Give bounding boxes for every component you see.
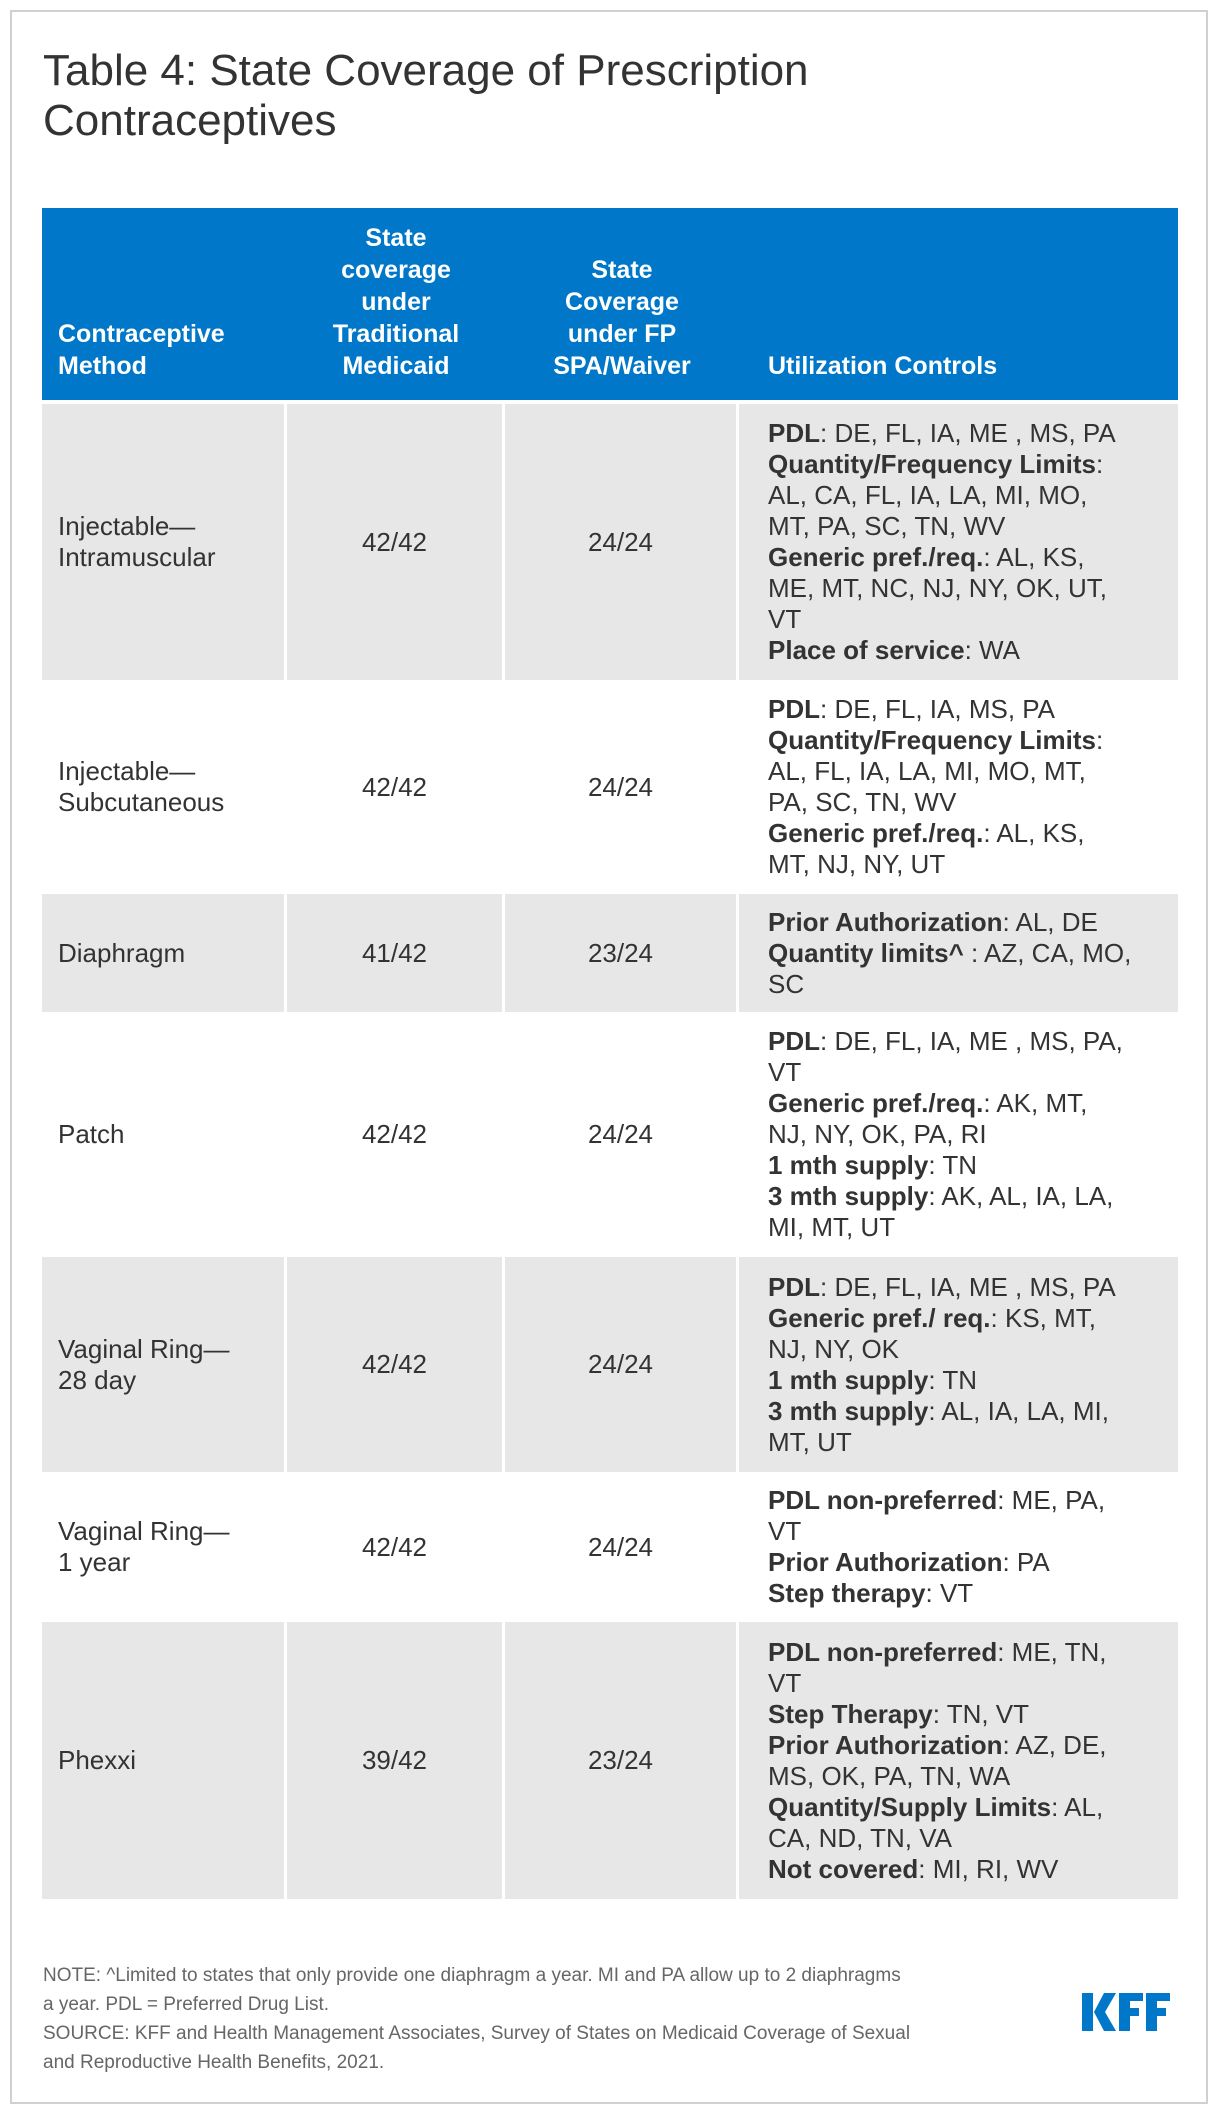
control-label: Generic pref./req. bbox=[768, 542, 984, 572]
control-line bbox=[768, 1396, 1178, 1427]
control-value: : AK, AL, IA, LA, bbox=[928, 1181, 1114, 1211]
control-line bbox=[768, 511, 1178, 542]
method-cell bbox=[42, 680, 287, 894]
traditional-medicaid-cell: 42/42 bbox=[287, 1012, 505, 1257]
control-value: : WA bbox=[964, 635, 1020, 665]
fp-spa-waiver-cell: 23/24 bbox=[505, 1622, 739, 1899]
header-line: Method bbox=[58, 352, 147, 380]
control-value: NJ, NY, OK bbox=[768, 1333, 900, 1364]
source-line-2: and Reproductive Health Benefits, 2021. bbox=[43, 2052, 385, 2073]
control-value: VT bbox=[768, 1516, 802, 1546]
control-value: : bbox=[1095, 449, 1104, 479]
table-row bbox=[42, 894, 1178, 1012]
control-line bbox=[768, 1792, 1178, 1823]
control-value: : bbox=[1095, 725, 1104, 755]
header-line: Traditional bbox=[332, 320, 460, 348]
fp-spa-waiver-cell: 24/24 bbox=[505, 1012, 739, 1257]
utilization-controls-cell bbox=[739, 1257, 1178, 1472]
control-value: MT, UT bbox=[768, 1426, 852, 1457]
note-line-1: NOTE: ^Limited to states that only provide one diaphragm a year. MI and PA allow up to 2 diaphragms bbox=[43, 1965, 901, 1986]
header-line: Coverage bbox=[565, 288, 679, 316]
method-line: Intramuscular bbox=[58, 542, 216, 572]
control-value: : AL, IA, LA, MI, bbox=[928, 1395, 1109, 1426]
control-value: VT bbox=[768, 604, 802, 634]
method-line: Subcutaneous bbox=[58, 787, 225, 817]
control-label: 3 mth supply bbox=[768, 1181, 929, 1211]
control-value: : AL, bbox=[1051, 1791, 1104, 1822]
utilization-controls-cell bbox=[739, 1012, 1178, 1257]
table-row bbox=[42, 404, 1178, 680]
control-value: ME, MT, NC, NJ, NY, OK, UT, bbox=[768, 573, 1108, 603]
control-value: MT, NJ, NY, UT bbox=[768, 849, 946, 879]
control-value: : AZ, CA, MO, bbox=[963, 937, 1132, 968]
header-contraceptive-method bbox=[42, 208, 287, 400]
utilization-controls-cell bbox=[739, 404, 1178, 680]
control-line bbox=[768, 1668, 1178, 1699]
table-row bbox=[42, 680, 1178, 894]
control-value: MS, OK, PA, TN, WA bbox=[768, 1760, 1011, 1791]
table-row bbox=[42, 1257, 1178, 1472]
control-value: : KS, MT, bbox=[990, 1302, 1096, 1333]
table-body bbox=[42, 400, 1178, 1899]
kff-logo-k-arms bbox=[1094, 1993, 1116, 2031]
kff-logo-f1-top bbox=[1119, 1993, 1143, 2001]
control-line bbox=[768, 1334, 1178, 1365]
table-row bbox=[42, 1012, 1178, 1257]
control-line bbox=[768, 1699, 1178, 1730]
control-line bbox=[768, 969, 1178, 1000]
table-row bbox=[42, 1472, 1178, 1622]
control-line bbox=[768, 907, 1178, 938]
control-value: NJ, NY, OK, PA, RI bbox=[768, 1119, 987, 1149]
control-line bbox=[768, 694, 1178, 725]
method-line: Vaginal Ring— bbox=[58, 1516, 230, 1546]
control-line bbox=[768, 1516, 1178, 1547]
control-label: Place of service bbox=[768, 635, 965, 665]
control-line bbox=[768, 1150, 1178, 1181]
control-line bbox=[768, 1088, 1178, 1119]
control-value: : AL, DE bbox=[1002, 906, 1098, 937]
control-line bbox=[768, 1303, 1178, 1334]
control-label: Quantity limits^ bbox=[768, 937, 964, 968]
traditional-medicaid-cell: 39/42 bbox=[287, 1622, 505, 1899]
control-line bbox=[768, 1365, 1178, 1396]
control-line bbox=[768, 1427, 1178, 1458]
control-value: CA, ND, TN, VA bbox=[768, 1822, 952, 1853]
control-line bbox=[768, 1485, 1178, 1516]
control-line bbox=[768, 1212, 1178, 1243]
control-label: Step Therapy bbox=[768, 1698, 933, 1729]
control-line bbox=[768, 1057, 1178, 1088]
control-line bbox=[768, 818, 1178, 849]
control-line bbox=[768, 1637, 1178, 1668]
control-value: MI, MT, UT bbox=[768, 1212, 896, 1242]
note-line-2: a year. PDL = Preferred Drug List. bbox=[43, 1994, 330, 2015]
control-label: Generic pref./req. bbox=[768, 818, 984, 848]
traditional-medicaid-cell: 42/42 bbox=[287, 680, 505, 894]
control-label: 1 mth supply bbox=[768, 1150, 929, 1180]
header-fp-spa-waiver bbox=[505, 208, 739, 400]
fp-spa-waiver-cell: 23/24 bbox=[505, 894, 739, 1012]
control-line bbox=[768, 542, 1178, 573]
kff-logo-f2-top bbox=[1146, 1993, 1170, 2001]
method-line: Phexxi bbox=[58, 1745, 137, 1775]
coverage-table bbox=[42, 208, 1178, 1899]
control-label: 3 mth supply bbox=[768, 1395, 929, 1426]
control-value: SC bbox=[768, 968, 805, 999]
traditional-medicaid-cell: 42/42 bbox=[287, 1472, 505, 1622]
control-line bbox=[768, 1761, 1178, 1792]
utilization-controls-cell bbox=[739, 680, 1178, 894]
control-line bbox=[768, 1026, 1178, 1057]
control-value: VT bbox=[768, 1057, 802, 1087]
utilization-controls-cell bbox=[739, 1622, 1178, 1899]
control-label: Quantity/Frequency Limits bbox=[768, 449, 1096, 479]
method-cell bbox=[42, 1257, 287, 1472]
control-label: PDL bbox=[768, 1271, 820, 1302]
control-value: AL, CA, FL, IA, LA, MI, MO, bbox=[768, 480, 1088, 510]
control-line bbox=[768, 1119, 1178, 1150]
control-value: : DE, FL, IA, ME , MS, PA, bbox=[820, 1026, 1123, 1056]
method-cell bbox=[42, 1472, 287, 1622]
header-utilization-controls bbox=[739, 208, 1178, 400]
control-label: PDL bbox=[768, 694, 820, 724]
control-value: : TN bbox=[928, 1364, 977, 1395]
footnote bbox=[43, 1961, 1053, 2077]
control-line bbox=[768, 1272, 1178, 1303]
title-line-2: Contraceptives bbox=[43, 96, 337, 145]
control-label: Generic pref./req. bbox=[768, 1088, 984, 1118]
control-value: : PA bbox=[1002, 1547, 1050, 1577]
control-value: : MI, RI, WV bbox=[918, 1853, 1059, 1884]
page-title bbox=[43, 46, 1163, 146]
header-line: coverage bbox=[341, 256, 451, 284]
fp-spa-waiver-cell: 24/24 bbox=[505, 1257, 739, 1472]
method-cell bbox=[42, 894, 287, 1012]
table-row bbox=[42, 1622, 1178, 1899]
title-line-1: Table 4: State Coverage of Prescription bbox=[43, 46, 809, 95]
control-label: Not covered bbox=[768, 1853, 919, 1884]
control-label: Prior Authorization bbox=[768, 1547, 1003, 1577]
kff-logo-f1-mid bbox=[1119, 2008, 1139, 2016]
control-value: : AK, MT, bbox=[983, 1088, 1088, 1118]
control-label: Quantity/Supply Limits bbox=[768, 1791, 1052, 1822]
control-line bbox=[768, 787, 1178, 818]
control-label: Prior Authorization bbox=[768, 1729, 1003, 1760]
method-line: Injectable— bbox=[58, 756, 196, 786]
control-value: : ME, TN, bbox=[997, 1636, 1107, 1667]
traditional-medicaid-cell: 42/42 bbox=[287, 1257, 505, 1472]
fp-spa-waiver-cell: 24/24 bbox=[505, 680, 739, 894]
method-line: Patch bbox=[58, 1119, 125, 1149]
method-line: Diaphragm bbox=[58, 937, 186, 968]
control-label: Prior Authorization bbox=[768, 906, 1003, 937]
control-value: : VT bbox=[925, 1578, 974, 1608]
control-line bbox=[768, 449, 1178, 480]
control-label: Generic pref./ req. bbox=[768, 1302, 991, 1333]
header-traditional-medicaid bbox=[287, 208, 505, 400]
control-line bbox=[768, 725, 1178, 756]
control-line bbox=[768, 1578, 1178, 1609]
method-line: 1 year bbox=[58, 1547, 131, 1577]
control-label: PDL bbox=[768, 1026, 820, 1056]
header-line: SPA/Waiver bbox=[553, 352, 691, 380]
control-value: : DE, FL, IA, ME , MS, PA bbox=[820, 1271, 1116, 1302]
header-line: State bbox=[365, 224, 427, 252]
control-value: VT bbox=[768, 1667, 802, 1698]
method-cell bbox=[42, 1622, 287, 1899]
traditional-medicaid-cell: 41/42 bbox=[287, 894, 505, 1012]
method-line: Injectable— bbox=[58, 511, 196, 541]
source-line-1: SOURCE: KFF and Health Management Associates, Survey of States on Medicaid Coverage of Sexual bbox=[43, 2023, 911, 2044]
kff-logo-k-stem bbox=[1082, 1993, 1093, 2031]
fp-spa-waiver-cell: 24/24 bbox=[505, 1472, 739, 1622]
header-line: Utilization Controls bbox=[768, 352, 998, 380]
control-line bbox=[768, 635, 1178, 666]
control-line bbox=[768, 1181, 1178, 1212]
control-line bbox=[768, 849, 1178, 880]
control-line bbox=[768, 418, 1178, 449]
control-label: Step therapy bbox=[768, 1578, 926, 1608]
traditional-medicaid-cell: 42/42 bbox=[287, 404, 505, 680]
control-value: : TN bbox=[928, 1150, 977, 1180]
method-line: 28 day bbox=[58, 1364, 137, 1395]
control-value: : ME, PA, bbox=[997, 1485, 1106, 1515]
method-line: Vaginal Ring— bbox=[58, 1333, 230, 1364]
utilization-controls-cell bbox=[739, 894, 1178, 1012]
control-line bbox=[768, 1823, 1178, 1854]
control-value: MT, PA, SC, TN, WV bbox=[768, 511, 1006, 541]
control-line bbox=[768, 480, 1178, 511]
control-line bbox=[768, 1547, 1178, 1578]
method-cell bbox=[42, 404, 287, 680]
header-line: under bbox=[361, 288, 431, 316]
control-value: : DE, FL, IA, ME , MS, PA bbox=[820, 418, 1116, 448]
fp-spa-waiver-cell: 24/24 bbox=[505, 404, 739, 680]
control-value: AL, FL, IA, LA, MI, MO, MT, bbox=[768, 756, 1086, 786]
control-line bbox=[768, 604, 1178, 635]
control-value: PA, SC, TN, WV bbox=[768, 787, 957, 817]
utilization-controls-cell bbox=[739, 1472, 1178, 1622]
header-line: State bbox=[591, 256, 653, 284]
control-value: : TN, VT bbox=[932, 1698, 1030, 1729]
control-value: : AZ, DE, bbox=[1002, 1729, 1107, 1760]
control-label: 1 mth supply bbox=[768, 1364, 929, 1395]
control-label: Quantity/Frequency Limits bbox=[768, 725, 1096, 755]
control-line bbox=[768, 1730, 1178, 1761]
header-line: Contraceptive bbox=[58, 320, 225, 348]
control-label: PDL non-preferred bbox=[768, 1485, 998, 1515]
control-line bbox=[768, 573, 1178, 604]
control-label: PDL non-preferred bbox=[768, 1636, 998, 1667]
control-value: : AL, KS, bbox=[983, 818, 1085, 848]
table-header-row bbox=[42, 208, 1178, 400]
control-line bbox=[768, 938, 1178, 969]
control-line bbox=[768, 756, 1178, 787]
control-line bbox=[768, 1854, 1178, 1885]
method-cell bbox=[42, 1012, 287, 1257]
control-value: : DE, FL, IA, MS, PA bbox=[820, 694, 1056, 724]
kff-logo-f2-mid bbox=[1146, 2008, 1166, 2016]
kff-logo-icon bbox=[1082, 1993, 1170, 2031]
header-line: Medicaid bbox=[342, 352, 450, 380]
control-value: : AL, KS, bbox=[983, 542, 1085, 572]
control-label: PDL bbox=[768, 418, 820, 448]
header-line: under FP bbox=[567, 320, 677, 348]
